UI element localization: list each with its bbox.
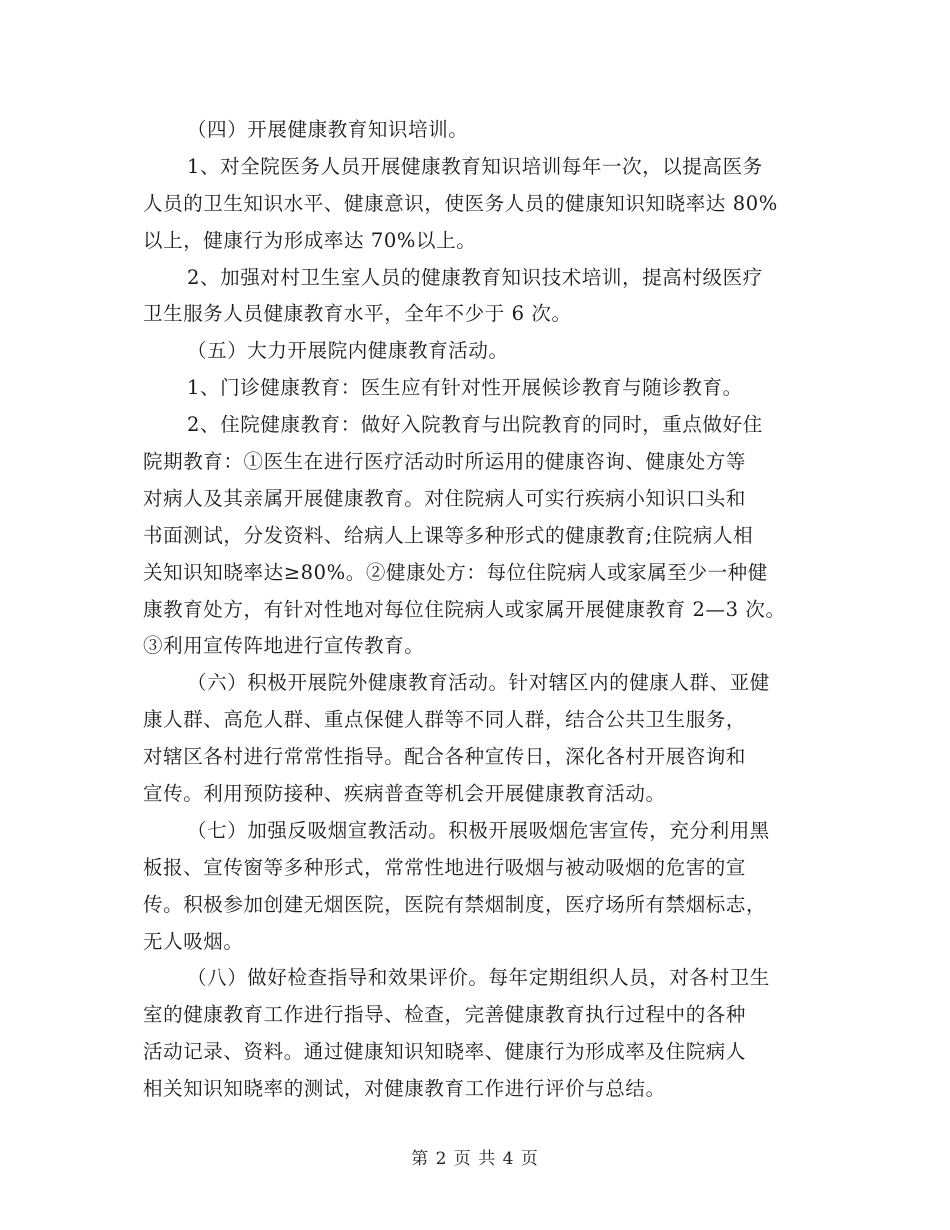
paragraph (143, 112, 809, 149)
text-line: 以上，健康行为形成率达 70%以上。 (143, 228, 477, 252)
paragraph (143, 960, 809, 1108)
text-line: 活动记录、资料。通过健康知识知晓率、健康行为形成率及住院病人 (143, 1040, 747, 1064)
text-line: 院期教育：①医生在进行医疗活动时所运用的健康咨询、健康处方等 (143, 450, 747, 474)
text-line: 室的健康教育工作进行指导、检查，完善健康教育执行过程中的各种 (143, 1003, 747, 1027)
text-line: 对病人及其亲属开展健康教育。对住院病人可实行疾病小知识口头和 (143, 486, 747, 510)
text-line: 康教育处方，有针对性地对每位住院病人或家属开展健康教育 2—3 次。 (143, 597, 786, 621)
text-line: 相关知识知晓率的测试，对健康教育工作进行评价与总结。 (143, 1077, 666, 1101)
text-line: 关知识知晓率达≥80%。②健康处方：每位住院病人或家属至少一种健 (143, 560, 768, 584)
text-line: 2、住院健康教育：做好入院教育与出院教育的同时，重点做好住 (187, 413, 763, 437)
paragraph (143, 149, 809, 260)
text-line: 宣传。利用预防接种、疾病普查等机会开展健康教育活动。 (143, 782, 666, 806)
text-line: 1、门诊健康教育：医生应有针对性开展候诊教育与随诊教育。 (187, 376, 743, 400)
text-line: （六）积极开展院外健康教育活动。针对辖区内的健康人群、亚健 (187, 671, 770, 695)
text-line: 板报、宣传窗等多种形式，常常性地进行吸烟与被动吸烟的危害的宣 (143, 855, 747, 879)
text-line: 2、加强对村卫生室人员的健康教育知识技术培训，提高村级医疗 (187, 265, 763, 289)
text-line: （五）大力开展院内健康教育活动。 (187, 339, 509, 363)
paragraph (143, 407, 809, 665)
text-line: 人员的卫生知识水平、健康意识，使医务人员的健康知识知晓率达 80% (143, 191, 778, 215)
text-line: 1、对全院医务人员开展健康教育知识培训每年一次，以提高医务 (187, 154, 763, 178)
page-footer: 第 2 页 共 4 页 (411, 1149, 539, 1169)
text-line: 无人吸烟。 (143, 929, 244, 953)
text-line: 对辖区各村进行常常性指导。配合各种宣传日，深化各村开展咨询和 (143, 745, 747, 769)
text-line: ③利用宣传阵地进行宣传教育。 (143, 634, 425, 658)
text-line: 康人群、高危人群、重点保健人群等不同人群，结合公共卫生服务， (143, 708, 747, 732)
text-line: 卫生服务人员健康教育水平，全年不少于 6 次。 (143, 302, 572, 326)
text-line: （八）做好检查指导和效果评价。每年定期组织人员，对各村卫生 (187, 966, 770, 990)
document-body (143, 112, 809, 1108)
paragraph (143, 813, 809, 961)
paragraph (143, 370, 809, 407)
paragraph (143, 260, 809, 334)
text-line: 传。积极参加创建无烟医院，医院有禁烟制度，医疗场所有禁烟标志， (143, 892, 767, 916)
paragraph (143, 333, 809, 370)
text-line: （四）开展健康教育知识培训。 (187, 118, 469, 141)
text-line: 书面测试，分发资料、给病人上课等多种形式的健康教育;住院病人相 (143, 523, 754, 547)
paragraph (143, 665, 809, 813)
text-line: （七）加强反吸烟宣教活动。积极开展吸烟危害宣传，充分利用黑 (187, 818, 770, 842)
